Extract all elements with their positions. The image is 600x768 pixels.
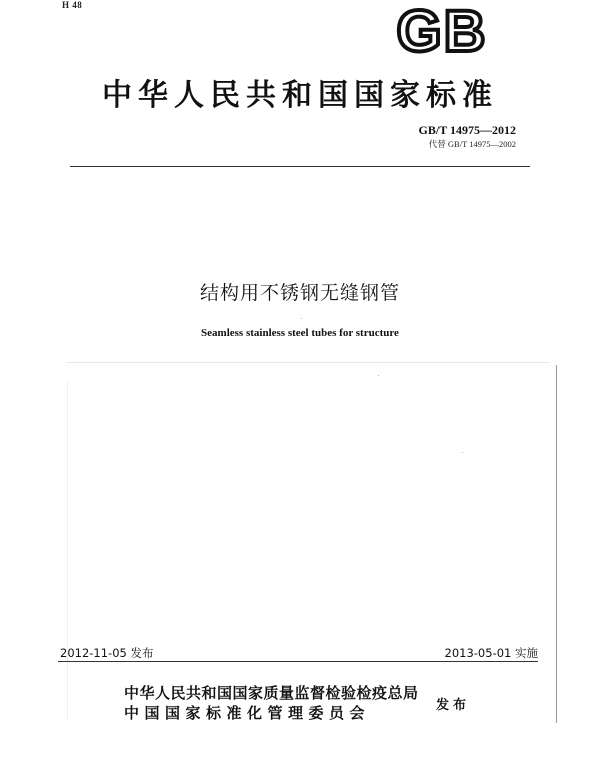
footer-divider xyxy=(58,661,538,662)
issuer-sac: 中国国家标准化管理委员会 xyxy=(124,704,371,722)
title-chinese: 结构用不锈钢无缝钢管 xyxy=(199,282,400,304)
scan-edge-right xyxy=(556,365,557,723)
scan-speck xyxy=(378,375,379,376)
scan-edge-top xyxy=(66,362,550,363)
scan-speck xyxy=(301,318,302,319)
standard-number: GB/T 14975—2012 xyxy=(418,123,516,137)
scan-edge-left xyxy=(67,380,68,720)
implementation-date: 2013-05-01 实施 xyxy=(444,646,538,660)
issuer-aqsiq: 中华人民共和国国家质量监督检验检疫总局 xyxy=(124,684,419,702)
ics-code: H 48 xyxy=(62,0,83,10)
issued-label: 发布 xyxy=(436,698,471,713)
title-english: Seamless stainless steel tubes for structure xyxy=(201,327,399,339)
gb-logo xyxy=(386,0,498,56)
replaced-standard: 代替 GB/T 14975—2002 xyxy=(428,139,516,149)
gb-logo-text: GB xyxy=(396,0,488,56)
scan-speck xyxy=(462,452,463,453)
issue-date: 2012-11-05 发布 xyxy=(60,646,154,660)
organization-title: 中华人民共和国国家标准 xyxy=(102,78,498,113)
header-divider xyxy=(70,166,530,167)
